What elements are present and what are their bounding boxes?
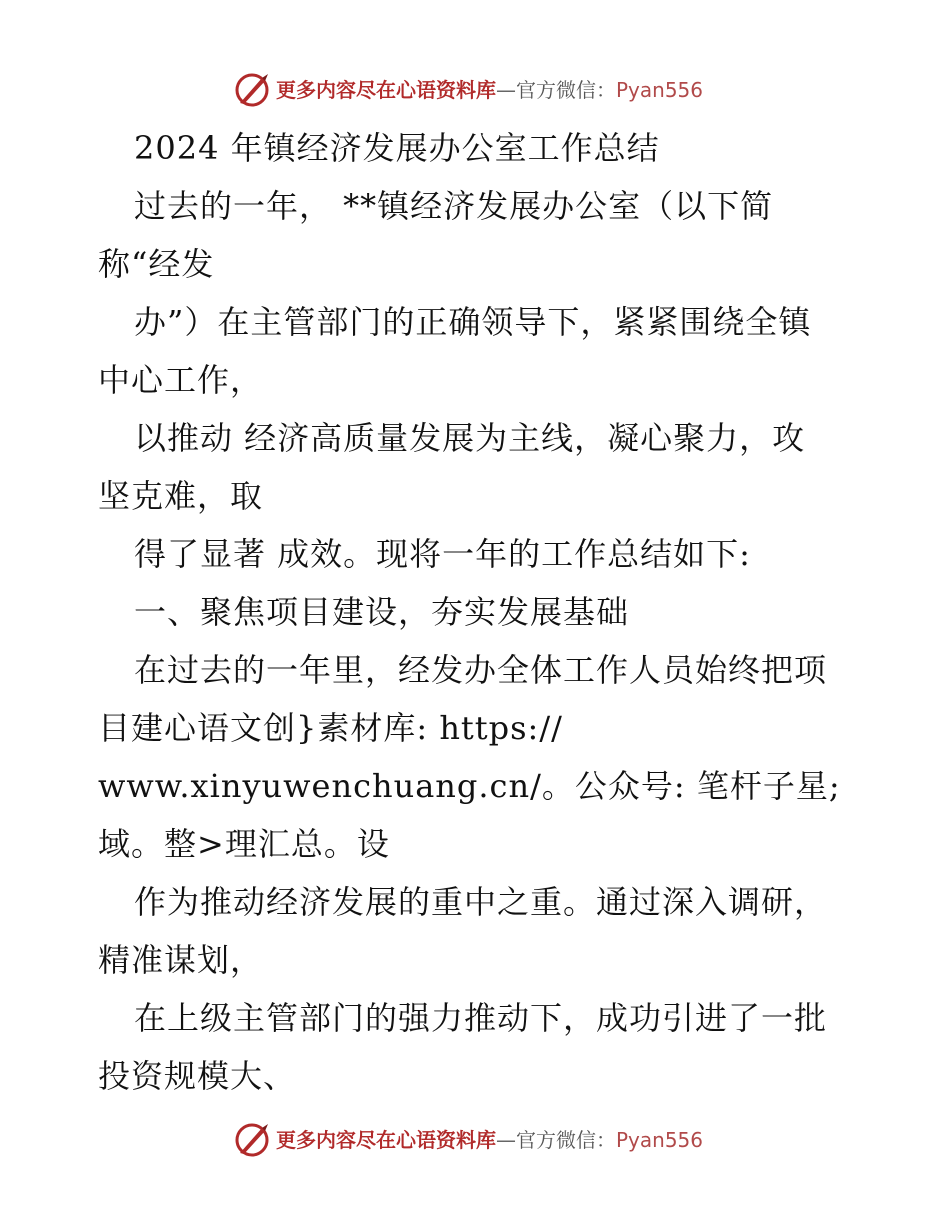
watermark-wechat-id: Pyan556	[616, 1128, 704, 1152]
paragraph-line: www.xinyuwenchuang.cn/。公众号: 笔杆子星;	[98, 767, 841, 805]
paragraph-line: 中心工作，	[98, 361, 264, 399]
watermark-wechat-id: Pyan556	[616, 78, 704, 102]
watermark-separator: —	[496, 1128, 516, 1152]
paragraph-line: 目建心语文创}素材库: https://	[98, 709, 563, 747]
paragraph-line: 坚克难，取	[98, 477, 264, 515]
paragraph-line: 称“经发	[98, 245, 215, 283]
document-title: 2024 年镇经济发展办公室工作总结	[134, 129, 660, 167]
footer-watermark	[232, 1118, 732, 1162]
paragraph-line: 在过去的一年里，经发办全体工作人员始终把项	[134, 651, 828, 689]
section-heading: 一、聚焦项目建设，夯实发展基础	[134, 593, 630, 631]
paragraph-line: 精准谋划，	[98, 941, 264, 979]
paragraph-line: 过去的一年， **镇经济发展办公室（以下简	[134, 187, 774, 225]
paragraph-line: 得了显著 成效。现将一年的工作总结如下:	[134, 535, 751, 573]
watermark-label: 官方微信：	[516, 1128, 616, 1152]
paragraph-line: 以推动 经济高质量发展为主线，凝心聚力，攻	[134, 419, 806, 457]
quill-seal-icon	[232, 1120, 272, 1160]
watermark-main-text: 更多内容尽在心语资料库	[276, 1128, 496, 1152]
paragraph-line: 办”）在主管部门的正确领导下，紧紧围绕全镇	[134, 303, 812, 341]
paragraph-line: 在上级主管部门的强力推动下，成功引进了一批	[134, 999, 828, 1037]
paragraph-line: 投资规模大、	[98, 1057, 297, 1095]
watermark-main-text: 更多内容尽在心语资料库	[276, 78, 496, 102]
watermark-label: 官方微信：	[516, 78, 616, 102]
paragraph-line: 作为推动经济发展的重中之重。通过深入调研，	[134, 883, 828, 921]
paragraph-line: 域。整>理汇总。设	[98, 825, 390, 863]
watermark-separator: —	[496, 78, 516, 102]
